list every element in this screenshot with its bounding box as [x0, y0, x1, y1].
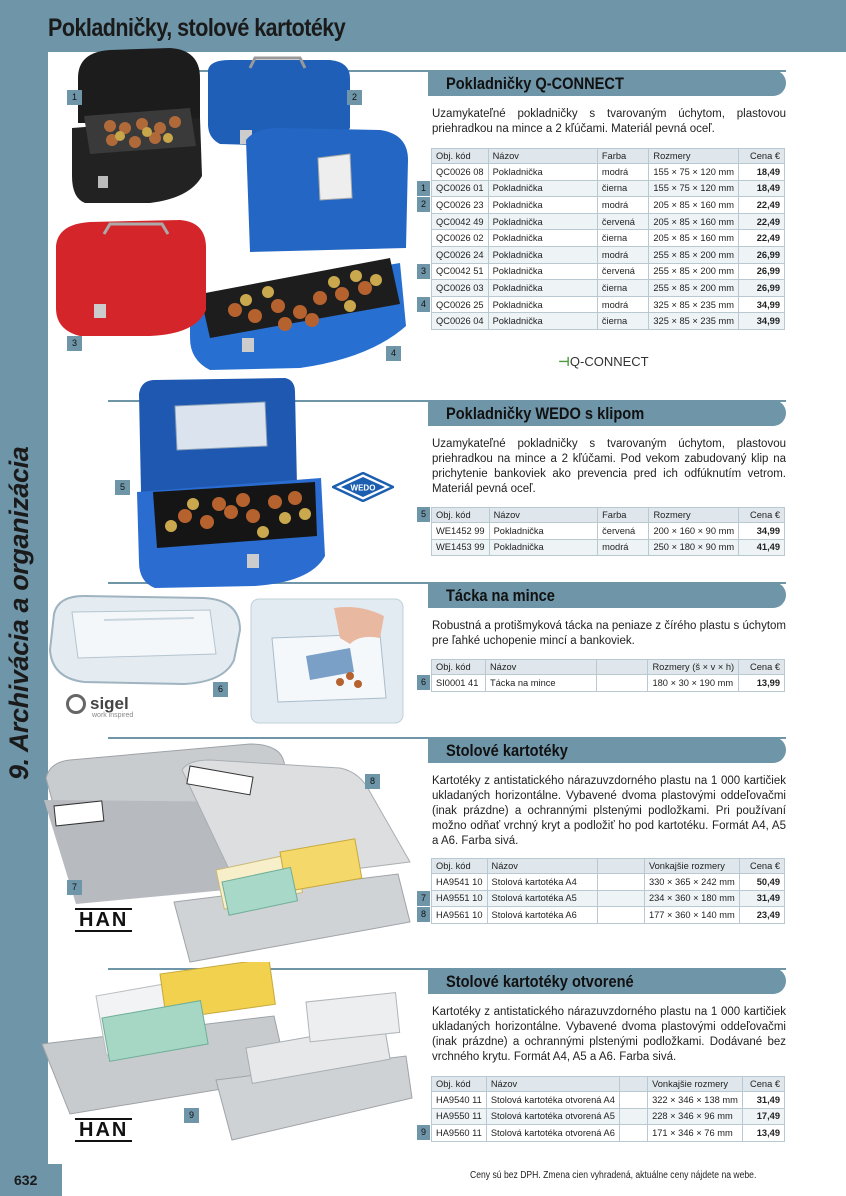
product-code: QC0026 24: [432, 246, 489, 263]
product-table: [431, 148, 785, 330]
sigel-logo: [66, 694, 133, 719]
product-name: Pokladnička: [488, 213, 597, 230]
chapter-label: 9. Archivácia a organizácia: [4, 446, 34, 780]
product-name: Pokladnička: [488, 164, 597, 181]
product-size: 155 × 75 × 120 mm: [649, 164, 739, 181]
table-header-cell: [619, 1077, 647, 1092]
section-title: Tácka na mince: [446, 586, 555, 605]
product-size: 205 × 85 × 160 mm: [649, 213, 739, 230]
table-header-cell: Rozmery: [649, 508, 739, 523]
product-table: [431, 507, 785, 556]
product-code: QC0026 03: [432, 280, 489, 297]
table-header-cell: Cena €: [742, 1077, 784, 1092]
section-title: Pokladničky Q-CONNECT: [446, 74, 624, 93]
product-size: 205 × 85 × 160 mm: [649, 197, 739, 214]
product-code: HA9540 11: [432, 1092, 487, 1109]
product-price: 22,49: [739, 197, 785, 214]
photo-tag: 6: [213, 682, 228, 697]
row-mark: 9: [417, 1125, 430, 1140]
table-header-cell: [597, 660, 648, 675]
product-color: modrá: [597, 246, 648, 263]
product-price: 22,49: [739, 213, 785, 230]
table-header-row: [432, 1077, 785, 1092]
product-size: 330 × 365 × 242 mm: [644, 874, 739, 891]
table-row: [432, 907, 785, 924]
product-code: HA9551 10: [432, 890, 488, 907]
table-row: [432, 890, 785, 907]
table-header-row: [432, 859, 785, 874]
product-code: HA9560 11: [432, 1125, 487, 1142]
table-header-cell: Názov: [489, 508, 598, 523]
sigel-tagline: work inspired: [92, 712, 134, 719]
section-header-wedo: [428, 400, 786, 426]
product-name: Pokladnička: [488, 180, 597, 197]
table-header-row: [432, 660, 785, 675]
coin-tray-photo: [44, 590, 244, 690]
table-header-cell: Rozmery: [649, 149, 739, 164]
product-size: 155 × 75 × 120 mm: [649, 180, 739, 197]
product-code: QC0042 51: [432, 263, 489, 280]
product-size: 255 × 85 × 200 mm: [649, 246, 739, 263]
table-row: [432, 675, 785, 692]
page-title: Pokladničky, stolové kartotéky: [48, 14, 346, 42]
product-color: [619, 1125, 647, 1142]
table-row: [432, 197, 785, 214]
product-size: 325 × 85 × 235 mm: [649, 313, 739, 330]
product-code: HA9561 10: [432, 907, 488, 924]
product-size: 228 × 346 × 96 mm: [648, 1108, 743, 1125]
table-row: [432, 539, 785, 556]
row-mark: 4: [417, 297, 430, 312]
page-number: 632: [0, 1164, 62, 1196]
table-row: [432, 313, 785, 330]
product-price: 13,99: [739, 675, 785, 692]
table-row: [432, 523, 785, 540]
qconnect-mark-icon: ⊣: [558, 354, 570, 369]
row-mark: 3: [417, 264, 430, 279]
product-color: [597, 675, 648, 692]
photo-tag: 3: [67, 336, 82, 351]
table-row: [432, 1108, 785, 1125]
section-description: Kartotéky z antistatického nárazuvzdorného plastu na 1 000 kartičiek ukladaných horizontálne. Vybavené dvoma plastovými oddeľovačmi (inak prázdne) a ochrannými plstenými podložkami. Pri používaní možno odňať vrchný kryt a podložiť ho pod kartotéku. Formát A4, A5 a A6. Farba sivá.: [432, 775, 786, 847]
table-row: [432, 263, 785, 280]
product-size: 255 × 85 × 200 mm: [649, 280, 739, 297]
product-size: 171 × 346 × 76 mm: [648, 1125, 743, 1142]
product-name: Stolová kartotéka otvorená A6: [486, 1125, 619, 1142]
row-mark: 1: [417, 181, 430, 196]
qconnect-logo-text: Q-CONNECT: [569, 354, 649, 369]
cash-boxes-photo: [50, 48, 420, 383]
qconnect-logo: [558, 354, 649, 370]
product-size: 200 × 160 × 90 mm: [649, 523, 739, 540]
table-header-cell: Rozmery (š × v × h): [648, 660, 739, 675]
table-row: [432, 280, 785, 297]
sigel-circle-icon: [66, 694, 86, 714]
product-name: Pokladnička: [488, 246, 597, 263]
wedo-logo-text: WEDO: [350, 483, 376, 493]
product-name: Pokladnička: [488, 230, 597, 247]
product-code: HA9550 11: [432, 1108, 487, 1125]
product-price: 31,49: [742, 1092, 784, 1109]
wedo-logo: [332, 472, 394, 502]
product-name: Stolová kartotéka A6: [487, 907, 597, 924]
product-name: Stolová kartotéka otvorená A4: [486, 1092, 619, 1109]
product-price: 50,49: [739, 874, 784, 891]
product-name: Pokladnička: [488, 263, 597, 280]
product-color: čierna: [597, 313, 648, 330]
table-header-cell: Cena €: [739, 660, 785, 675]
product-code: QC0026 04: [432, 313, 489, 330]
product-color: modrá: [597, 296, 648, 313]
product-name: Pokladnička: [488, 280, 597, 297]
product-color: červená: [597, 213, 648, 230]
photo-tag: 9: [184, 1108, 199, 1123]
product-code: QC0026 08: [432, 164, 489, 181]
product-color: [597, 907, 644, 924]
product-table: [431, 858, 785, 924]
table-header-cell: Názov: [485, 660, 596, 675]
product-price: 26,99: [739, 263, 785, 280]
table-row: [432, 1125, 785, 1142]
product-name: Pokladnička: [489, 539, 598, 556]
product-price: 22,49: [739, 230, 785, 247]
product-code: QC0042 49: [432, 213, 489, 230]
product-price: 23,49: [739, 907, 784, 924]
product-size: 234 × 360 × 180 mm: [644, 890, 739, 907]
product-price: 34,99: [739, 296, 785, 313]
table-header-cell: Farba: [598, 508, 649, 523]
row-mark: 6: [417, 675, 430, 690]
product-color: [619, 1108, 647, 1125]
product-name: Stolová kartotéka otvorená A5: [486, 1108, 619, 1125]
product-color: čierna: [597, 230, 648, 247]
section-header-open-card-files: [428, 968, 786, 994]
product-code: QC0026 23: [432, 197, 489, 214]
coin-tray-in-use-photo: [250, 598, 404, 724]
table-header-cell: Názov: [488, 149, 597, 164]
table-header-cell: Cena €: [739, 149, 785, 164]
section-header-qconnect: [428, 70, 786, 96]
row-mark: 5: [417, 507, 430, 522]
table-header-row: [432, 508, 785, 523]
table-header-cell: Obj. kód: [432, 508, 490, 523]
product-code: WE1453 99: [432, 539, 490, 556]
product-price: 34,99: [739, 523, 785, 540]
product-name: Pokladnička: [488, 296, 597, 313]
table-header-cell: Cena €: [739, 508, 785, 523]
table-header-row: [432, 149, 785, 164]
product-code: HA9541 10: [432, 874, 488, 891]
table-row: [432, 874, 785, 891]
han-logo: HAN: [75, 1118, 132, 1142]
product-price: 31,49: [739, 890, 784, 907]
product-color: modrá: [598, 539, 649, 556]
table-row: [432, 296, 785, 313]
product-size: 180 × 30 × 190 mm: [648, 675, 739, 692]
photo-tag: 5: [115, 480, 130, 495]
table-header-cell: Vonkajšie rozmery: [648, 1077, 743, 1092]
table-row: [432, 246, 785, 263]
table-header-cell: Obj. kód: [432, 149, 489, 164]
table-row: [432, 213, 785, 230]
product-name: Pokladnička: [488, 313, 597, 330]
product-name: Stolová kartotéka A4: [487, 874, 597, 891]
table-header-cell: Farba: [597, 149, 648, 164]
section-title: Stolové kartotéky otvorené: [446, 972, 634, 991]
table-row: [432, 230, 785, 247]
section-description: Uzamykateľné pokladničky s tvarovaným úchytom, plastovou priehradkou na mince a 2 kľúčami. Materiál pevná oceľ.: [432, 108, 786, 135]
product-color: modrá: [597, 164, 648, 181]
product-price: 18,49: [739, 164, 785, 181]
table-row: [432, 164, 785, 181]
product-color: modrá: [597, 197, 648, 214]
photo-tag: 8: [365, 774, 380, 789]
product-name: Pokladnička: [488, 197, 597, 214]
product-price: 17,49: [742, 1108, 784, 1125]
product-size: 205 × 85 × 160 mm: [649, 230, 739, 247]
table-header-cell: Obj. kód: [432, 1077, 487, 1092]
product-size: 325 × 85 × 235 mm: [649, 296, 739, 313]
product-table: [431, 1076, 785, 1142]
sigel-logo-text: sigel: [90, 694, 129, 713]
product-color: červená: [597, 263, 648, 280]
section-header-coin-tray: [428, 582, 786, 608]
row-mark: 7: [417, 891, 430, 906]
section-title: Pokladničky WEDO s klipom: [446, 404, 645, 423]
product-code: QC0026 02: [432, 230, 489, 247]
product-size: 255 × 85 × 200 mm: [649, 263, 739, 280]
product-code: QC0026 25: [432, 296, 489, 313]
product-color: čierna: [597, 180, 648, 197]
product-name: Stolová kartotéka A5: [487, 890, 597, 907]
product-table: [431, 659, 785, 692]
table-row: [432, 180, 785, 197]
product-name: Pokladnička: [489, 523, 598, 540]
product-code: SI0001 41: [432, 675, 486, 692]
product-color: [597, 874, 644, 891]
product-size: 177 × 360 × 140 mm: [644, 907, 739, 924]
product-name: Tácka na mince: [485, 675, 596, 692]
photo-tag: 2: [347, 90, 362, 105]
footer-note: Ceny sú bez DPH. Zmena cien vyhradená, aktuálne ceny nájdete na webe.: [470, 1170, 757, 1181]
row-mark: 8: [417, 907, 430, 922]
product-price: 13,49: [742, 1125, 784, 1142]
product-color: čierna: [597, 280, 648, 297]
wedo-cash-box-photo: [135, 376, 330, 591]
table-header-cell: Vonkajšie rozmery: [644, 859, 739, 874]
product-code: WE1452 99: [432, 523, 490, 540]
product-size: 250 × 180 × 90 mm: [649, 539, 739, 556]
row-mark: 2: [417, 197, 430, 212]
product-price: 18,49: [739, 180, 785, 197]
product-price: 26,99: [739, 246, 785, 263]
section-header-card-files: [428, 737, 786, 763]
section-description: Robustná a protišmyková tácka na peniaze z čírého plastu s úchytom pre ľahké uchopenie mincí a bankoviek.: [432, 620, 786, 647]
table-header-cell: Názov: [487, 859, 597, 874]
photo-tag: 1: [67, 90, 82, 105]
table-header-cell: Cena €: [739, 859, 784, 874]
han-logo: HAN: [75, 908, 132, 932]
product-price: 26,99: [739, 280, 785, 297]
section-description: Uzamykateľné pokladničky s tvarovaným úchytom, plastovou priehradkou na mince a 2 kľúčami. Pod vekom zabudovaný klip na prichytenie bankoviek ako prevencia pred ich odfúknutím vetrom. Materiál pevná oceľ.: [432, 438, 786, 495]
product-color: [619, 1092, 647, 1109]
table-header-cell: Obj. kód: [432, 660, 486, 675]
table-header-cell: Obj. kód: [432, 859, 488, 874]
product-price: 41,49: [739, 539, 785, 556]
table-header-cell: [597, 859, 644, 874]
table-header-cell: Názov: [486, 1077, 619, 1092]
product-code: QC0026 01: [432, 180, 489, 197]
section-title: Stolové kartotéky: [446, 741, 568, 760]
table-row: [432, 1092, 785, 1109]
product-size: 322 × 346 × 138 mm: [648, 1092, 743, 1109]
product-color: [597, 890, 644, 907]
photo-tag: 7: [67, 880, 82, 895]
product-color: červená: [598, 523, 649, 540]
section-description: Kartotéky z antistatického nárazuvzdorného plastu na 1 000 kartičiek ukladaných horizontálne. Vybavené dvoma plastovými oddeľovačmi (inak prázdne) a ochrannými plstenými podložkami. Dodávané bez vrchného krytu. Formát A4, A5 a A6. Farba sivá.: [432, 1006, 786, 1063]
photo-tag: 4: [386, 346, 401, 361]
product-price: 34,99: [739, 313, 785, 330]
